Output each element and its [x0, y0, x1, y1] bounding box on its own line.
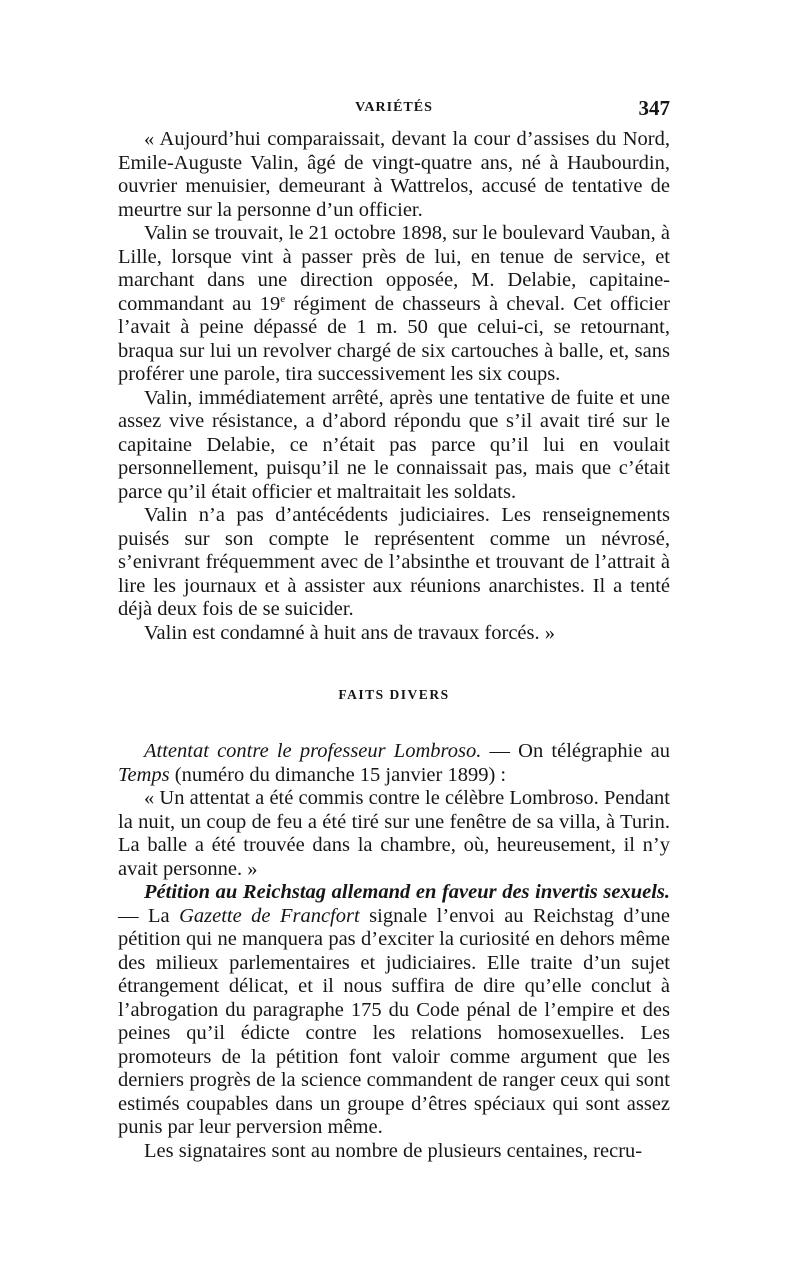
- page-body: [118, 128, 670, 1163]
- ordinal-superscript: e: [280, 292, 286, 305]
- valin-verdict-paragraph: Valin est condamné à huit ans de travaux forcés. »: [144, 621, 556, 644]
- section-title: FAITS DIVERS: [338, 687, 450, 702]
- running-head: VARIÉTÉS: [355, 100, 433, 115]
- valin-paragraph-2-text-b: régiment de chasseurs à cheval. Cet officier l’avait à peine dépassé de 1 m. 50 que celui-ci, se retournant, braqua sur lui un revolver chargé de six cartouches à balle, et, sans proférer une parole, tira successivement les six coups.: [118, 292, 670, 385]
- lombroso-title: Attentat contre le professeur Lombroso.: [144, 740, 482, 762]
- newspaper-name-gazette: Gazette de Francfort: [179, 904, 360, 927]
- page-header: [118, 96, 670, 122]
- petition-text-a: — La: [118, 904, 180, 927]
- petition-last-line: Les signataires sont au nombre de plusieurs centaines, recru-: [144, 1139, 643, 1162]
- valin-paragraph-1: « Aujourd’hui comparaissait, devant la cour d’assises du Nord, Emile-Auguste Valin, âgé de vingt-quatre ans, né à Haubourdin, ouvrier menuisier, demeurant à Wattrelos, accusé de tentative de meurtre sur la personne d’un officier.: [118, 128, 670, 221]
- lombroso-intro-paragraph: [118, 740, 670, 787]
- valin-paragraph-3: Valin, immédiatement arrêté, après une tentative de fuite et une assez vive résistance, a d’abord répondu que s’il avait tiré sur le capitaine Delabie, ce n’était pas parce qu’il lui en voulait personnellement, puisqu’il ne le connaissait pas, mais que c’était parce qu’il était officier et maltraitait les soldats.: [118, 386, 670, 503]
- petition-paragraph: [118, 881, 670, 1140]
- valin-paragraph-2: [118, 222, 670, 387]
- lombroso-intro-text-b: (numéro du dimanche 15 janvier 1899) :: [169, 763, 507, 786]
- page-number: 347: [638, 96, 670, 120]
- lombroso-quote-paragraph: « Un attentat a été commis contre le célèbre Lombroso. Pendant la nuit, un coup de feu a été tiré sur une fenêtre de sa villa, à Turin. La balle a été trouvée dans la chambre, où, heureusement, il n’y avait personne. »: [118, 787, 670, 880]
- valin-paragraph-2-text-a: Valin se trouvait, le 21 octobre 1898, sur le boulevard Vauban, à Lille, lorsque vint à passer près de lui, en tenue de service, et marchant dans une direction opposée, M. Delabie, capitaine-commandant au 19: [118, 222, 670, 315]
- valin-paragraph-4: Valin n’a pas d’antécédents judiciaires. Les renseignements puisés sur son compte le représentent comme un névrosé, s’enivrant fréquemment avec de l’absinthe et trouvant de l’attrait à lire les journaux et à assister aux réunions anarchistes. Il a tenté déjà deux fois de se suicider.: [118, 504, 670, 620]
- lombroso-intro-text-a: — On télégraphie au: [481, 740, 670, 762]
- petition-text-b: signale l’envoi au Reichstag d’une pétition qui ne manquera pas d’exciter la curiosité en dehors même des milieux parlementaires et judiciaires. Elle traite d’un sujet étrangement délicat, et il nous suffira de dire qu’elle conclut à l’abrogation du paragraphe 175 du Code pénal de l’empire et des peines qu’il édicte contre les relations homosexuelles. Les promoteurs de la pétition font valoir comme argument que les derniers progrès de la science commandent de ranger ceux qui sont estimés coupables dans un groupe d’êtres spéciaux qui sont assez punis par leur perversion même.: [118, 904, 671, 1138]
- petition-title: Pétition au Reichstag allemand en faveur des invertis sexuels.: [144, 881, 670, 903]
- newspaper-name-temps: Temps: [118, 763, 170, 786]
